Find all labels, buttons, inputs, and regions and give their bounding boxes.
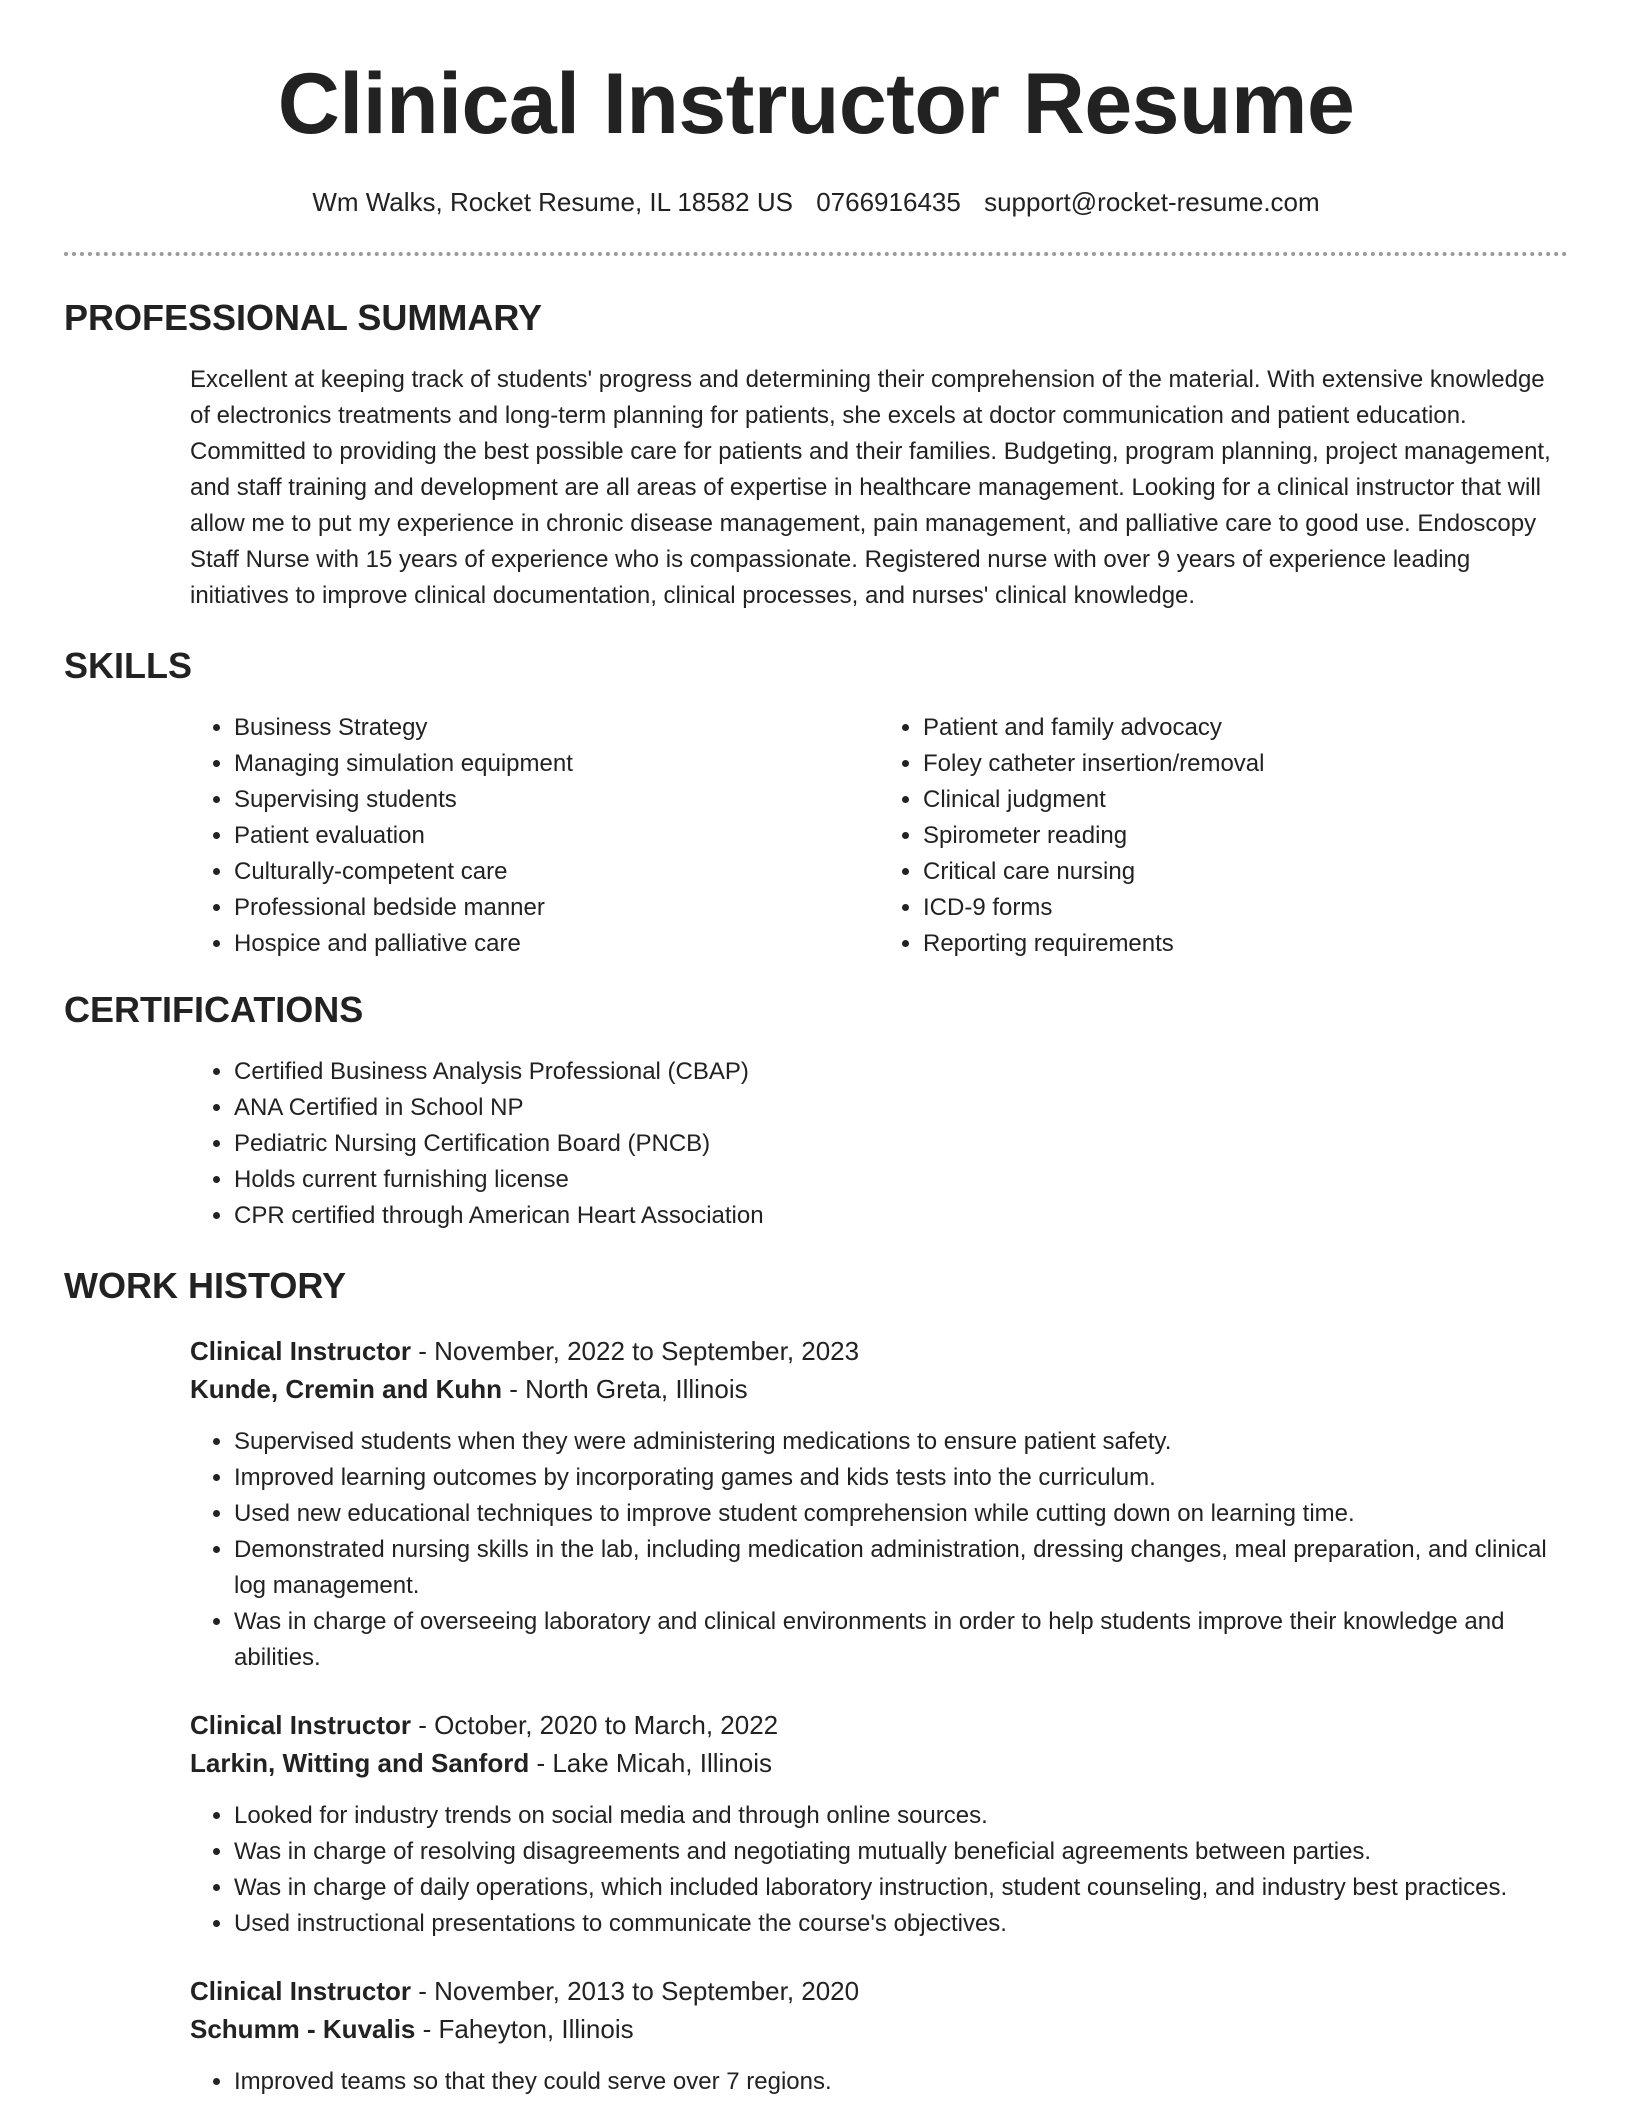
summary-text: Excellent at keeping track of students' progress and determining their comprehension of the material. With extensive knowledge of electronics treatments and long-term planning for patients, she excels at doctor communication and patient education. Committed to providing the best possible care for patients and their families. Budgeting, program planning, project management, and staff training and development are all areas of expertise in healthcare management. Looking for a clinical instructor that will allow me to put my experience in chronic disease management, pain management, and palliative care to good use. Endoscopy Staff Nurse with 15 years of experience who is compassionate. Registered nurse with over 9 years of experience leading initiatives to improve clinical documentation, clinical processes, and nurses' clinical knowledge. — [190, 366, 1551, 609]
job-entry — [190, 1332, 1568, 1676]
job-bullet: • Improved teams so that they could serve over 7 regions. — [234, 2064, 1568, 2100]
skill-item: • Reporting requirements — [923, 926, 1568, 962]
job-dates: - October, 2020 to March, 2022 — [411, 1710, 779, 1740]
contact-address: Wm Walks, Rocket Resume, IL 18582 US — [312, 187, 793, 217]
skill-item: • Culturally-competent care — [234, 854, 879, 890]
skills-list-right — [879, 710, 1568, 962]
job-bullets — [190, 1424, 1568, 1676]
skills-section — [64, 644, 1568, 962]
skills-list-left — [190, 710, 879, 962]
job-company-line — [190, 2010, 1568, 2048]
skill-item: • Supervising students — [234, 782, 879, 818]
skill-item: • Critical care nursing — [923, 854, 1568, 890]
certification-item: • CPR certified through American Heart Association — [234, 1198, 1568, 1234]
job-title-line — [190, 1706, 1568, 1744]
certifications-heading: CERTIFICATIONS — [64, 989, 364, 1030]
job-bullet: • Was in charge of overseeing laboratory and clinical environments in order to help students improve their knowledge and abilities. — [234, 1604, 1568, 1676]
job-bullet: • Used instructional presentations to communicate the course's objectives. — [234, 1906, 1568, 1942]
job-bullet: • Supervised students when they were administering medications to ensure patient safety. — [234, 1424, 1568, 1460]
job-title: Clinical Instructor — [190, 1336, 412, 1366]
header-divider — [64, 252, 1568, 256]
skill-item: • Patient and family advocacy — [923, 710, 1568, 746]
skill-item: • Managing simulation equipment — [234, 746, 879, 782]
job-bullet: • Was in charge of daily operations, which included laboratory instruction, student counseling, and industry best practices. — [234, 1870, 1568, 1906]
certifications-list — [190, 1054, 1568, 1234]
work-history-heading: WORK HISTORY — [64, 1265, 347, 1306]
job-company: Larkin, Witting and Sanford — [190, 1748, 530, 1778]
skill-item: • Clinical judgment — [923, 782, 1568, 818]
job-title-line — [190, 1332, 1568, 1370]
skill-item: • Professional bedside manner — [234, 890, 879, 926]
job-company: Schumm - Kuvalis — [190, 2014, 416, 2044]
contact-phone: 0766916435 — [816, 187, 961, 217]
contact-email: support@rocket-resume.com — [984, 187, 1320, 217]
job-location: - North Greta, Illinois — [502, 1374, 748, 1404]
certification-item: • Certified Business Analysis Professional (CBAP) — [234, 1054, 1568, 1090]
job-bullet: • Demonstrated nursing skills in the lab, including medication administration, dressing changes, meal preparation, and clinical log management. — [234, 1532, 1568, 1604]
certifications-list-wrap — [190, 1054, 1568, 1234]
skills-columns — [190, 710, 1568, 962]
summary-heading: PROFESSIONAL SUMMARY — [64, 297, 543, 338]
job-entry — [190, 1706, 1568, 1942]
job-location: - Faheyton, Illinois — [415, 2014, 634, 2044]
skill-item: • Business Strategy — [234, 710, 879, 746]
job-entry — [190, 1972, 1568, 2100]
job-company: Kunde, Cremin and Kuhn — [190, 1374, 502, 1404]
job-title-line — [190, 1972, 1568, 2010]
certification-item: • ANA Certified in School NP — [234, 1090, 1568, 1126]
job-bullets — [190, 1798, 1568, 1942]
job-bullet: • Improved learning outcomes by incorporating games and kids tests into the curriculum. — [234, 1460, 1568, 1496]
job-title: Clinical Instructor — [190, 1976, 412, 2006]
job-bullets — [190, 2064, 1568, 2100]
job-bullet: • Used new educational techniques to improve student comprehension while cutting down on learning time. — [234, 1496, 1568, 1532]
skill-item: • Foley catheter insertion/removal — [923, 746, 1568, 782]
skill-item: • Patient evaluation — [234, 818, 879, 854]
skill-item: • Spirometer reading — [923, 818, 1568, 854]
job-dates: - November, 2022 to September, 2023 — [411, 1336, 860, 1366]
job-title: Clinical Instructor — [190, 1710, 412, 1740]
job-company-line — [190, 1744, 1568, 1782]
job-bullet: • Looked for industry trends on social media and through online sources. — [234, 1798, 1568, 1834]
job-dates: - November, 2013 to September, 2020 — [411, 1976, 860, 2006]
skill-item: • ICD-9 forms — [923, 890, 1568, 926]
skills-heading: SKILLS — [64, 645, 193, 686]
contact-line — [64, 184, 1568, 220]
certifications-section — [64, 988, 1568, 1234]
job-bullet: • Was in charge of resolving disagreements and negotiating mutually beneficial agreements between parties. — [234, 1834, 1568, 1870]
certification-item: • Holds current furnishing license — [234, 1162, 1568, 1198]
resume-title: Clinical Instructor Resume — [277, 56, 1355, 152]
work-history-section — [64, 1264, 1568, 2100]
skill-item: • Hospice and palliative care — [234, 926, 879, 962]
summary-section — [64, 296, 1568, 614]
job-location: - Lake Micah, Illinois — [529, 1748, 772, 1778]
job-company-line — [190, 1370, 1568, 1408]
certification-item: • Pediatric Nursing Certification Board (PNCB) — [234, 1126, 1568, 1162]
